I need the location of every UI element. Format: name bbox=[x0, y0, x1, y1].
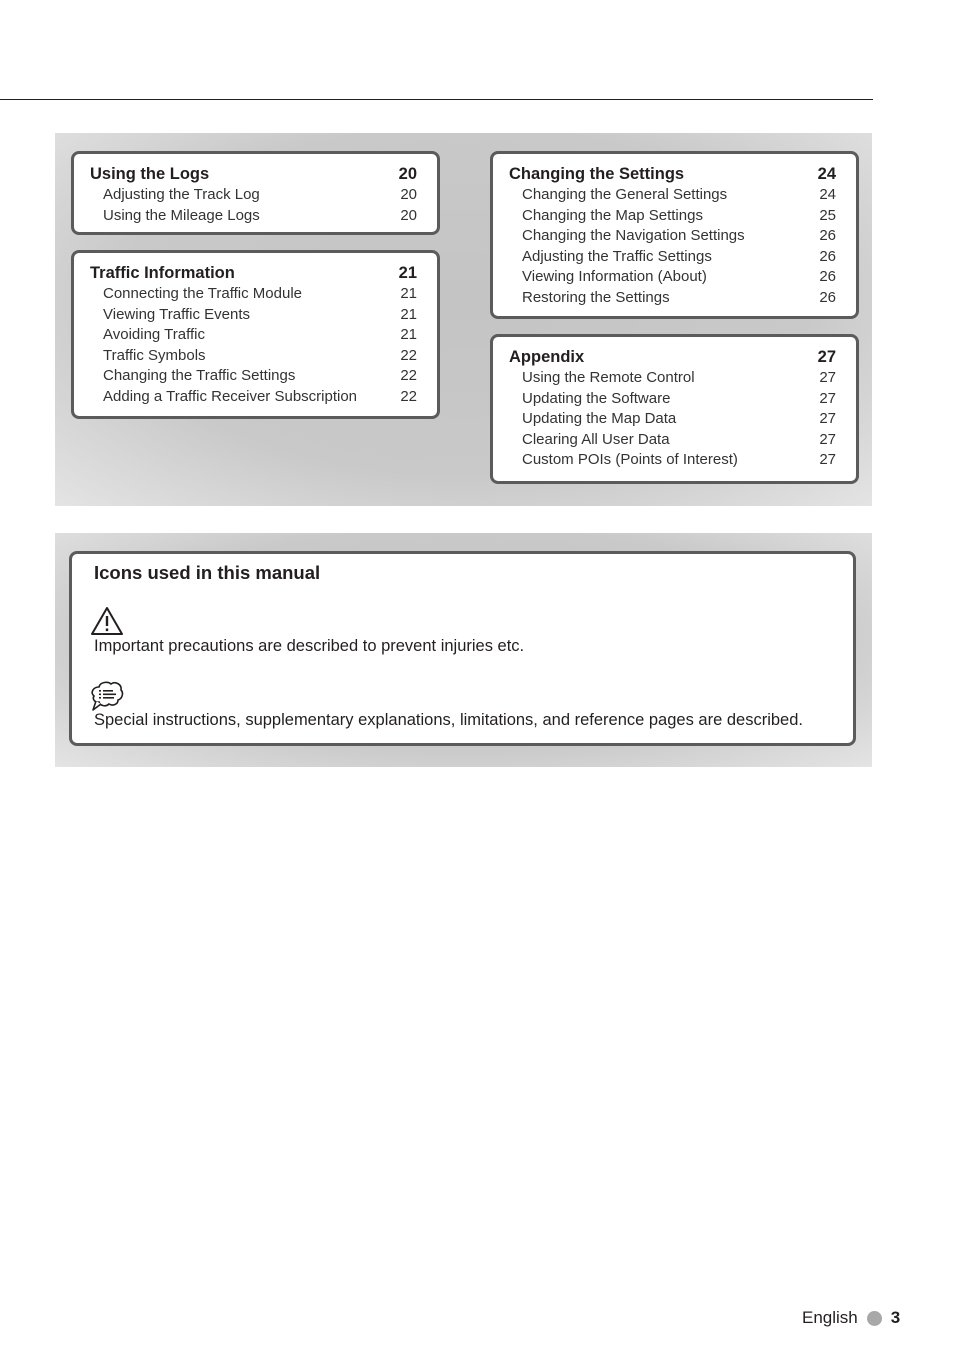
toc-section-title: Traffic Information bbox=[90, 264, 235, 282]
toc-entry-label: Avoiding Traffic bbox=[103, 326, 206, 343]
toc-entry-label: Using the Mileage Logs bbox=[103, 206, 260, 224]
toc-entry-page: 21 bbox=[400, 285, 417, 302]
toc-section-heading bbox=[509, 347, 836, 368]
toc-entry bbox=[90, 284, 417, 305]
toc-entry-label: Adding a Traffic Receiver Subscription bbox=[103, 387, 358, 405]
toc-panel bbox=[55, 133, 872, 506]
icons-box bbox=[69, 551, 856, 746]
toc-entry-label: Viewing Traffic Events bbox=[103, 305, 251, 323]
toc-entry-page: 24 bbox=[819, 186, 836, 203]
toc-section-appendix bbox=[490, 334, 859, 484]
toc-entry bbox=[509, 206, 836, 227]
toc-entry-label: Changing the Map Settings bbox=[522, 206, 703, 224]
toc-section-page: 24 bbox=[817, 165, 836, 183]
toc-entry-page: 26 bbox=[819, 268, 836, 285]
toc-entry-page: 22 bbox=[400, 346, 417, 364]
footer-dot-icon bbox=[867, 1311, 882, 1326]
toc-entry-page: 27 bbox=[819, 430, 836, 448]
note-description: Special instructions, supplementary explanations, limitations, and reference pages are described. bbox=[94, 711, 803, 729]
toc-entry-label: Restoring the Settings bbox=[522, 288, 670, 306]
toc-entry-page: 26 bbox=[819, 247, 836, 265]
toc-entry bbox=[509, 185, 836, 206]
icons-panel bbox=[55, 533, 872, 767]
toc-entry bbox=[509, 409, 836, 430]
icons-section-title: Icons used in this manual bbox=[94, 562, 321, 583]
toc-entry-page: 20 bbox=[400, 186, 417, 203]
toc-entry bbox=[90, 185, 417, 206]
toc-section-heading bbox=[90, 164, 417, 185]
toc-section-using-the-logs bbox=[71, 151, 440, 235]
page-number: 3 bbox=[890, 1308, 901, 1327]
toc-entry-label: Custom POIs (Points of Interest) bbox=[522, 451, 738, 468]
toc-entry-page: 26 bbox=[819, 288, 836, 306]
toc-entry bbox=[509, 430, 836, 451]
toc-entry bbox=[509, 267, 836, 288]
toc-entry bbox=[90, 387, 417, 408]
toc-entry bbox=[509, 368, 836, 389]
speech-bubble-note-icon bbox=[90, 681, 124, 713]
toc-entry-page: 21 bbox=[400, 326, 417, 343]
toc-entry-page: 20 bbox=[400, 206, 417, 224]
toc-entry-label: Updating the Software bbox=[522, 389, 671, 407]
toc-entry bbox=[90, 346, 417, 367]
toc-entry-label: Changing the General Settings bbox=[522, 186, 728, 203]
toc-entry-page: 26 bbox=[819, 227, 836, 244]
toc-entry-label: Using the Remote Control bbox=[522, 369, 695, 386]
toc-entry-page: 27 bbox=[819, 389, 836, 407]
toc-entry-label: Adjusting the Traffic Settings bbox=[522, 247, 712, 265]
toc-entry-label: Changing the Navigation Settings bbox=[522, 227, 745, 244]
toc-entry-page: 27 bbox=[819, 451, 836, 468]
toc-entry bbox=[509, 288, 836, 309]
toc-entry bbox=[90, 206, 417, 227]
toc-section-title: Changing the Settings bbox=[509, 165, 685, 183]
toc-entry-label: Traffic Symbols bbox=[103, 346, 206, 364]
toc-entry bbox=[90, 325, 417, 346]
toc-entry-page: 22 bbox=[400, 367, 417, 384]
warning-description: Important precautions are described to prevent injuries etc. bbox=[94, 637, 525, 655]
toc-entry-label: Clearing All User Data bbox=[522, 430, 670, 448]
warning-triangle-icon bbox=[90, 606, 124, 636]
toc-entry-label: Updating the Map Data bbox=[522, 410, 677, 427]
toc-section-heading bbox=[509, 164, 836, 185]
toc-section-page: 21 bbox=[398, 264, 417, 282]
toc-entry-page: 21 bbox=[400, 305, 417, 323]
toc-entry-label: Viewing Information (About) bbox=[522, 268, 707, 285]
toc-entry bbox=[90, 305, 417, 326]
toc-entry-page: 25 bbox=[819, 206, 836, 224]
toc-section-page: 27 bbox=[817, 348, 836, 366]
toc-entry bbox=[509, 247, 836, 268]
toc-section-heading bbox=[90, 263, 417, 284]
toc-entry-label: Adjusting the Track Log bbox=[103, 186, 260, 203]
toc-entry-page: 22 bbox=[400, 387, 417, 405]
page-footer bbox=[802, 1308, 900, 1328]
toc-section-page: 20 bbox=[398, 165, 417, 183]
toc-entry-label: Changing the Traffic Settings bbox=[103, 367, 296, 384]
toc-section-title: Appendix bbox=[509, 348, 585, 366]
toc-section-changing-the-settings bbox=[490, 151, 859, 319]
toc-entry-page: 27 bbox=[819, 369, 836, 386]
toc-entry-label: Connecting the Traffic Module bbox=[103, 285, 303, 302]
toc-entry bbox=[509, 389, 836, 410]
top-rule bbox=[0, 99, 873, 100]
toc-section-traffic-information bbox=[71, 250, 440, 419]
toc-entry bbox=[509, 450, 836, 471]
toc-section-title: Using the Logs bbox=[90, 165, 210, 183]
toc-entry-page: 27 bbox=[819, 410, 836, 427]
toc-entry bbox=[509, 226, 836, 247]
toc-entry bbox=[90, 366, 417, 387]
footer-language: English bbox=[802, 1308, 858, 1327]
